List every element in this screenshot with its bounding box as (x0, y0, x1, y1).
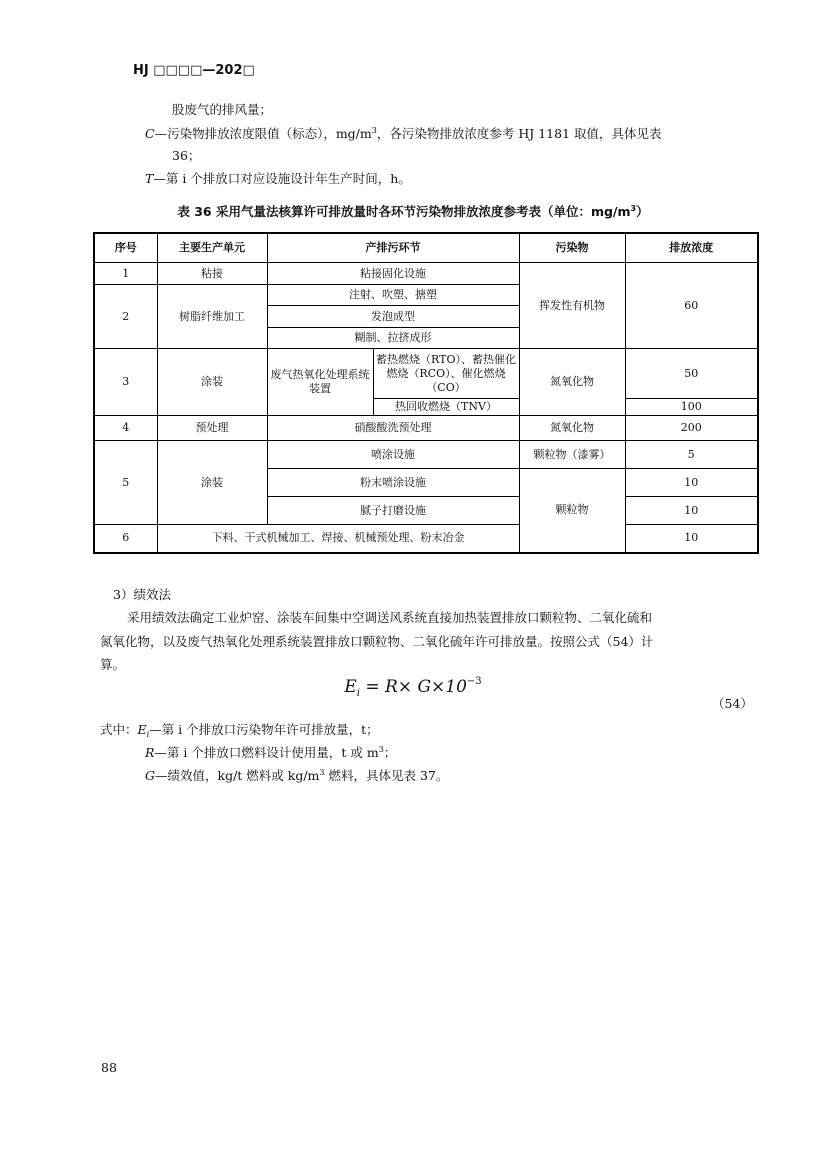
pollutant-voc: 挥发性有机物 (519, 263, 625, 349)
section-title: 3）绩效法 (113, 587, 171, 602)
formula-54: $E_i = R\times G\times 10^{-3}$ (344, 676, 482, 699)
table-row: 6 下料、干式机械加工、焊接、机械预处理、粉末冶金 10 (94, 525, 758, 553)
table-row: 2 树脂纤维加工 注射、吹塑、搪塑 (94, 285, 758, 306)
value-voc: 60 (625, 263, 758, 349)
def-e: 式中：$E_i—$第 i 个排放口污染物年许可排放量，t； (100, 722, 379, 739)
def-g: G—绩效值，kg/t 燃料或 $kg/m^3$ 燃料，具体见表 37。 (145, 768, 449, 783)
table-header-row (94, 233, 758, 263)
pollutant-pm: 颗粒物 (519, 469, 625, 553)
symbol-c: C (145, 126, 155, 141)
table-row: 腻子打磨设施 10 (94, 497, 758, 525)
table-row: 糊制、拉挤成形 (94, 328, 758, 349)
symbol-t: T (145, 171, 154, 186)
header-link: 产排污环节 (267, 233, 519, 263)
def-c: C—污染物排放浓度限值（标态），$mg/m^3$，各污染物排放浓度参考 HJ 1181 取值，具体见表 (145, 126, 662, 141)
table-caption: 表 36 采用气量法核算许可排放量时各环节污染物排放浓度参考表（单位：$mg/m^3$） (177, 204, 649, 219)
table-row: 5 涂装 喷涂设施 颗粒物（漆雾） 5 (94, 441, 758, 469)
header-unit: 主要生产单元 (157, 233, 267, 263)
table-row: 1 粘接 粘接固化设施 挥发性有机物 60 (94, 263, 758, 285)
table-row: 粉末喷涂设施 颗粒物 10 (94, 469, 758, 497)
def-r: R—第 i 个排放口燃料设计使用量，t 或 $m^3$； (145, 745, 397, 760)
table-row: 热回收燃烧（TNV） 100 (94, 399, 758, 416)
header-no: 序号 (94, 233, 157, 263)
formula-number: （54） (712, 696, 753, 711)
paragraph-line: 算。 (100, 657, 126, 672)
header-pollutant: 污染物 (519, 233, 625, 263)
emission-concentration-table (93, 232, 759, 554)
table-row: 发泡成型 (94, 306, 758, 328)
def-t: T—第 i 个排放口对应设施设计年生产时间，h。 (145, 171, 411, 186)
paragraph-line: 采用绩效法确定工业炉窑、涂装车间集中空调送风系统直接加热装置排放口颗粒物、二氧化硫和 (127, 610, 653, 625)
document-header: HJ □□□□—202□ (133, 63, 255, 78)
def-c-continuation: 36； (172, 148, 201, 163)
table-row: 3 涂装 废气热氧化处理系统装置 蓄热燃烧（RTO）、蓄热催化燃烧（RCO）、催化燃烧（CO） 氮氧化物 50 (94, 349, 758, 399)
header-concentration: 排放浓度 (625, 233, 758, 263)
def-continuation: 股废气的排风量； (172, 102, 273, 117)
paragraph-line: 氮氧化物，以及废气热氧化处理系统装置排放口颗粒物、二氧化硫年许可排放量。按照公式（54）计 (100, 634, 654, 649)
page-number: 88 (101, 1060, 117, 1075)
table-row: 4 预处理 硝酸酸洗预处理 氮氧化物 200 (94, 416, 758, 441)
